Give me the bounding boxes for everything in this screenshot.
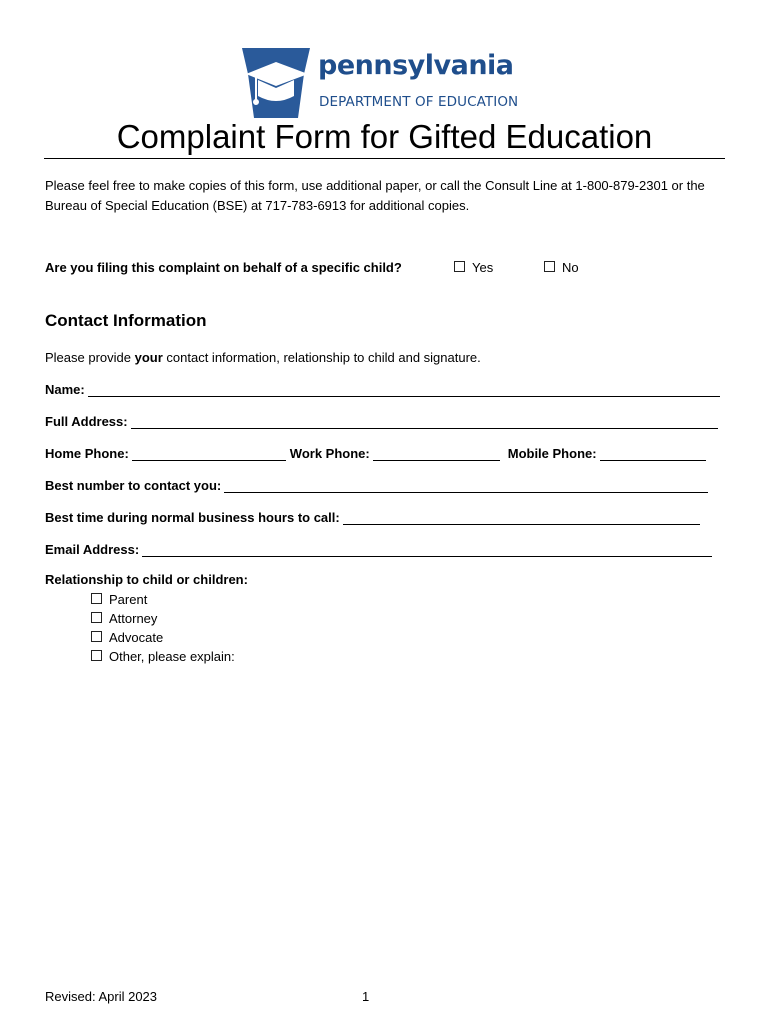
email-label: Email Address: [45,542,140,557]
best-number-row [45,478,708,493]
other-checkbox[interactable] [91,650,102,661]
yes-option[interactable] [454,260,493,275]
no-checkbox[interactable] [544,261,555,272]
mobile-phone-label: Mobile Phone: [507,446,597,461]
work-phone-label: Work Phone: [289,446,370,461]
advocate-checkbox[interactable] [91,631,102,642]
best-time-field[interactable] [343,512,700,525]
yes-checkbox[interactable] [454,261,465,272]
mobile-phone-field[interactable] [600,448,706,461]
contact-heading: Contact Information [45,311,207,330]
home-phone-field[interactable] [132,448,286,461]
specific-child-question: Are you filing this complaint on behalf of a specific child? [45,260,402,275]
address-label: Full Address: [45,414,128,429]
relationship-option-advocate[interactable]: Advocate [91,628,235,647]
relationship-option-parent[interactable]: Parent [91,590,235,609]
contact-instructions: Please provide your contact information, relationship to child and signature. [45,350,481,365]
name-row [45,382,720,397]
best-number-field[interactable] [224,480,708,493]
best-number-label: Best number to contact you: [45,478,222,493]
intro-text: Please feel free to make copies of this form, use additional paper, or call the Consult Line at 1-800-879-2301 or the Bureau of Special Education (BSE) at 717-783-6913 for additional copies. [45,178,705,213]
relationship-option-attorney[interactable]: Attorney [91,609,235,628]
revised-date: Revised: April 2023 [45,989,158,1004]
page-number: 1 [362,989,370,1004]
relationship-option-other[interactable]: Other, please explain: [91,647,235,666]
name-field[interactable] [88,384,720,397]
no-label: No [562,260,579,275]
attorney-checkbox[interactable] [91,612,102,623]
yes-label: Yes [472,260,494,275]
best-time-row [45,510,700,525]
title-divider [44,158,725,159]
best-time-label: Best time during normal business hours to call: [45,510,340,525]
email-row [45,542,712,557]
home-phone-label: Home Phone: [45,446,129,461]
logo-wordmark: pennsylvania [318,50,514,81]
address-field[interactable] [131,416,718,429]
name-label: Name: [45,382,85,397]
keystone-graduation-cap-icon [238,44,314,120]
email-field[interactable] [142,544,712,557]
page-title: Complaint Form for Gifted Education [116,118,653,155]
relationship-label: Relationship to child or children: [45,572,248,587]
relationship-options [91,590,235,666]
pa-education-logo [238,44,538,120]
work-phone-field[interactable] [373,448,500,461]
logo-department: DEPARTMENT OF EDUCATION [319,94,519,110]
parent-checkbox[interactable] [91,593,102,604]
phone-row [45,446,706,461]
address-row [45,414,718,429]
no-option[interactable] [544,260,579,275]
